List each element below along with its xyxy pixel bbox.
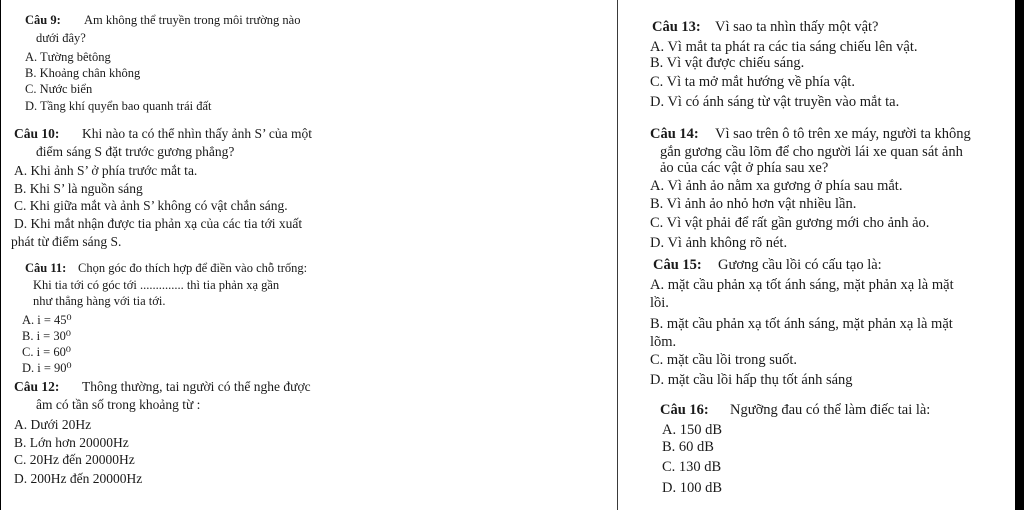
q10-stem-line2: điểm sáng S đặt trước gương phẳng?	[36, 144, 235, 159]
q11-option-c: C. i = 60⁰	[22, 345, 71, 359]
q11-label: Câu 11:	[25, 261, 67, 275]
q11-option-d: D. i = 90⁰	[22, 361, 72, 375]
q13-stem: Vì sao ta nhìn thấy một vật?	[715, 19, 879, 35]
q9-option-c: C. Nước biển	[25, 82, 93, 96]
left-edge	[0, 0, 1, 510]
q9-stem-line2: dưới đây?	[36, 31, 86, 45]
q14-option-a: A. Vì ảnh ảo nằm xa gương ở phía sau mắt.	[650, 178, 903, 194]
q10-option-b: B. Khi S’ là nguồn sáng	[14, 181, 143, 196]
q14-stem-line3: ảo của các vật ở phía sau xe?	[660, 160, 829, 176]
q9-option-a: A. Tường bêtông	[25, 50, 111, 64]
q16-option-c: C. 130 dB	[662, 459, 722, 475]
q9-label: Câu 9:	[25, 13, 61, 27]
q14-option-b: B. Vì ảnh ảo nhỏ hơn vật nhiều lần.	[650, 196, 857, 212]
q13-option-d: D. Vì có ánh sáng từ vật truyền vào mắt ta.	[650, 94, 900, 110]
q15-option-d: D. mặt cầu lồi hấp thụ tốt ánh sáng	[650, 372, 853, 388]
q15-option-c: C. mặt cầu lồi trong suốt.	[650, 352, 797, 368]
q12-option-b: B. Lớn hơn 20000Hz	[14, 435, 129, 450]
q15-stem: Gương cầu lồi có cấu tạo là:	[718, 257, 882, 273]
q14-stem-line1: Vì sao trên ô tô trên xe máy, người ta không	[715, 126, 971, 142]
q16-label: Câu 16:	[660, 402, 709, 418]
q14-stem-line2: gắn gương cầu lõm để cho người lái xe quan sát ảnh	[660, 144, 963, 160]
q15-label: Câu 15:	[653, 257, 702, 273]
q14-option-c: C. Vì vật phải để rất gần gương mới cho ảnh ảo.	[650, 215, 930, 231]
q16-option-a: A. 150 dB	[662, 422, 723, 438]
q11-stem-line1: Chọn góc đo thích hợp để điền vào chỗ trống:	[78, 261, 308, 275]
q11-option-a: A. i = 45⁰	[22, 313, 72, 327]
q11-stem-line3: như thẳng hàng với tia tới.	[33, 294, 166, 308]
q13-option-c: C. Vì ta mở mắt hướng về phía vật.	[650, 74, 855, 90]
q12-option-d: D. 200Hz đến 20000Hz	[14, 471, 143, 486]
column-divider	[617, 0, 618, 510]
q9-stem-line1: Am không thể truyền trong môi trường nào	[84, 13, 301, 27]
q9-option-d: D. Tầng khí quyển bao quanh trái đất	[25, 99, 212, 113]
q16-option-d: D. 100 dB	[662, 480, 723, 496]
q16-stem: Ngưỡng đau có thể làm điếc tai là:	[730, 402, 931, 418]
q15-option-b-line2: lõm.	[650, 334, 677, 350]
q10-option-d-line2: phát từ điểm sáng S.	[11, 234, 122, 249]
q16-option-b: B. 60 dB	[662, 439, 714, 455]
q10-option-c: C. Khi giữa mắt và ảnh S’ không có vật chắn sáng.	[14, 198, 288, 213]
q15-option-a-line2: lồi.	[650, 295, 669, 311]
q10-stem-line1: Khi nào ta có thể nhìn thấy ảnh S’ của một	[82, 126, 312, 141]
q12-option-a: A. Dưới 20Hz	[14, 417, 92, 432]
q12-stem-line1: Thông thường, tai người có thể nghe được	[82, 379, 311, 394]
q13-option-a: A. Vì mắt ta phát ra các tia sáng chiếu lên vật.	[650, 39, 918, 55]
q15-option-b-line1: B. mặt cầu phản xạ tốt ánh sáng, mặt phản xạ là mặt	[650, 316, 953, 332]
q13-label: Câu 13:	[652, 19, 701, 35]
q10-label: Câu 10:	[14, 126, 60, 141]
q12-label: Câu 12:	[14, 379, 60, 394]
q12-option-c: C. 20Hz đến 20000Hz	[14, 452, 135, 467]
q11-option-b: B. i = 30⁰	[22, 329, 71, 343]
q13-option-b: B. Vì vật được chiếu sáng.	[650, 55, 805, 71]
right-edge	[1015, 0, 1024, 510]
q15-option-a-line1: A. mặt cầu phản xạ tốt ánh sáng, mặt phản xạ là mặt	[650, 277, 954, 293]
q14-option-d: D. Vì ảnh không rõ nét.	[650, 235, 788, 251]
q10-option-a: A. Khi ảnh S’ ở phía trước mắt ta.	[14, 163, 198, 178]
q11-stem-line2: Khi tia tới có góc tới .............. thì tia phản xạ gần	[33, 278, 280, 292]
q14-label: Câu 14:	[650, 126, 699, 142]
q9-option-b: B. Khoảng chân không	[25, 66, 141, 80]
q10-option-d-line1: D. Khi mắt nhận được tia phản xạ của các tia tới xuất	[14, 216, 303, 231]
q12-stem-line2: âm có tần số trong khoảng từ :	[36, 397, 201, 412]
